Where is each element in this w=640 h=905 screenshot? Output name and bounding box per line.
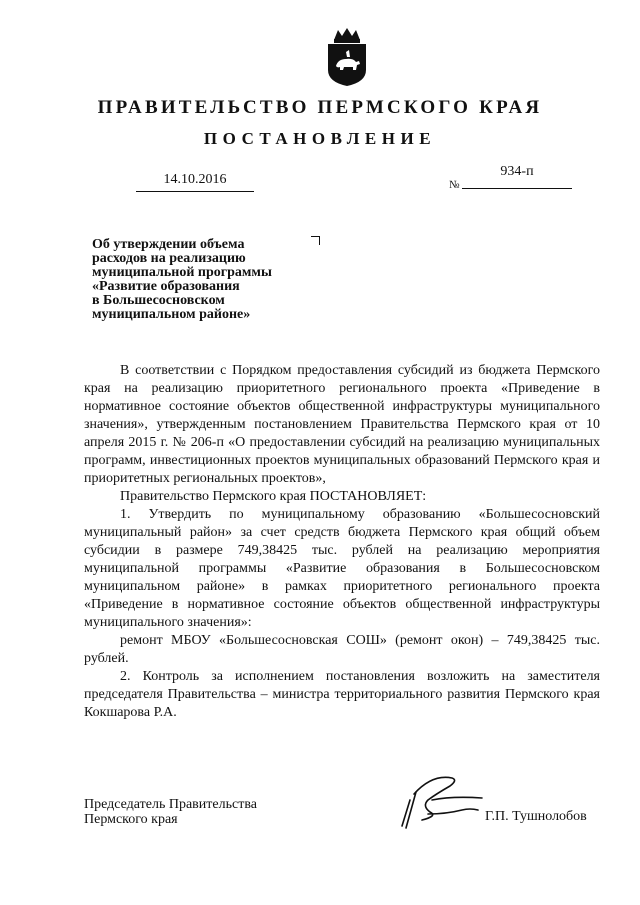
subject-line: муниципальном районе» (92, 307, 251, 322)
body-paragraph: 1. Утвердить по муниципальному образованию «Большесосновский муниципальный район» за счет средств бюджета Пермского края общий объем субсидии в размере 749,38425 тыс. рублей на реализацию мероприятия муниципальной программы «Развитие образования в Большесосновском муниципальном районе» в рамках приоритетного регионального проекта «Приведение в нормативное состояние объектов общественной инфраструктуры муниципального значения»: (84, 507, 600, 630)
document-type: ПОСТАНОВЛЕНИЕ (203, 129, 437, 148)
subject-line: Об утверждении объема (92, 237, 245, 252)
decree-subject (92, 238, 352, 322)
body-paragraph: Правительство Пермского края ПОСТАНОВЛЯЕТ: (120, 489, 427, 504)
signatory-title-line: Пермского края (84, 812, 178, 827)
decree-body (84, 362, 600, 722)
signatory-title-line: Председатель Правительства (84, 797, 257, 812)
body-paragraph: В соответствии с Порядком предоставления субсидий из бюджета Пермского края на реализацию приоритетного регионального проекта «Приведение в нормативное состояние объектов общественной инфраструктуры муниципального значения», утвержденным постановлением Правительства Пермского края от 10 апреля 2015 г. № 206-п «О предоставлении субсидий на реализацию муниципальных программ, инвестиционных проектов муниципальных образований Пермского края и приоритетных региональных проектов», (84, 363, 600, 486)
subject-line: муниципальной программы (92, 265, 272, 280)
signature-icon (392, 770, 492, 830)
subject-line: в Большесосновском (92, 293, 225, 308)
subject-line: расходов на реализацию (92, 251, 246, 266)
body-paragraph: 2. Контроль за исполнением постановления возложить на заместителя председателя Правительства – министра территориального развития Пермского края Кокшарова Р.А. (84, 669, 600, 720)
coat-of-arms-icon (322, 26, 372, 88)
body-paragraph: ремонт МБОУ «Большесосновская СОШ» (ремонт окон) – 749,38425 тыс. рублей. (84, 633, 600, 666)
government-title: ПРАВИТЕЛЬСТВО ПЕРМСКОГО КРАЯ (97, 97, 543, 118)
number-sign: № (449, 179, 460, 191)
signatory-title (84, 797, 257, 827)
decree-date: 14.10.2016 (136, 172, 254, 192)
decree-number: 934-п (462, 164, 572, 189)
signatory-name: Г.П. Тушнолобов (485, 809, 587, 824)
subject-line: «Развитие образования (92, 279, 240, 294)
